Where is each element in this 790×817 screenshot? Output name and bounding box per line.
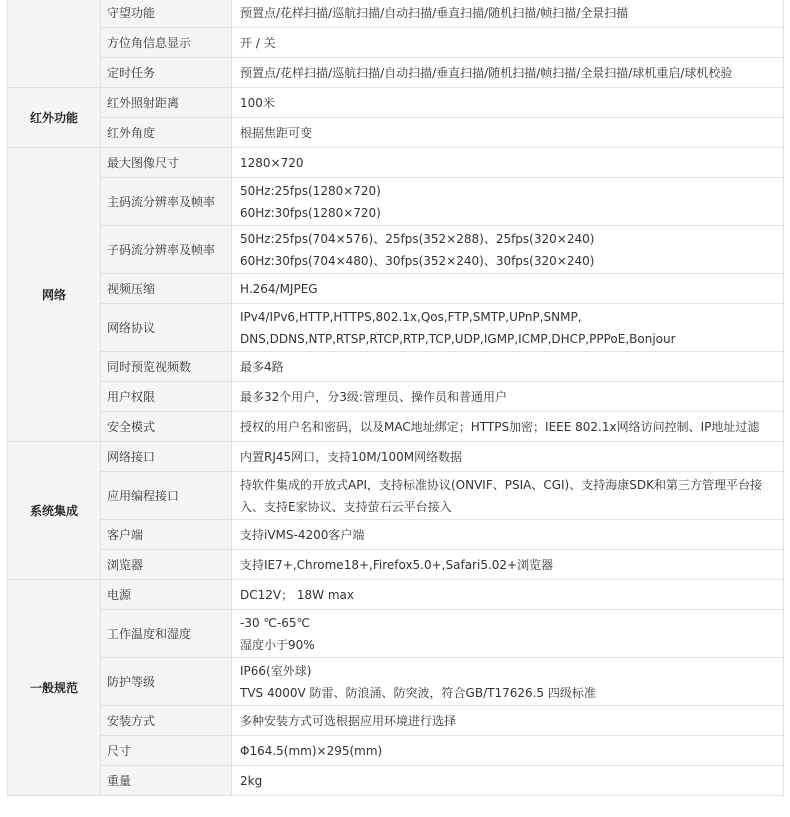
spec-value: [232, 580, 784, 610]
spec-label: 视频压缩: [101, 274, 232, 304]
spec-value-line: 开 / 关: [240, 35, 276, 50]
spec-value-line: 60Hz:30fps(1280×720): [240, 205, 381, 220]
spec-value-line: 100米: [240, 95, 275, 110]
spec-label: 同时预览视频数: [101, 352, 232, 382]
spec-value-line: 预置点/花样扫描/巡航扫描/自动扫描/垂直扫描/随机扫描/帧扫描/全景扫描/球机重启/球机校验: [240, 65, 733, 80]
spec-label: 子码流分辨率及帧率: [101, 226, 232, 274]
spec-label: 方位角信息显示: [101, 28, 232, 58]
spec-value-line: DC12V； 18W max: [240, 587, 355, 602]
spec-value-line: 根据焦距可变: [240, 125, 313, 140]
spec-value-line: 入、支持E家协议、支持萤石云平台接入: [240, 499, 452, 514]
spec-row: [8, 148, 784, 178]
spec-label: 浏览器: [101, 550, 232, 580]
spec-value-line: 湿度小于90%: [240, 637, 315, 652]
spec-value: [232, 382, 784, 412]
spec-value-line: 内置RJ45网口，支持10M/100M网络数据: [240, 449, 463, 464]
spec-label: 重量: [101, 766, 232, 796]
spec-label: 工作温度和湿度: [101, 610, 232, 658]
spec-value: [232, 520, 784, 550]
spec-value-line: 50Hz:25fps(704×576)、25fps(352×288)、25fps(320×240): [240, 231, 595, 246]
spec-row: [8, 178, 784, 226]
spec-label: 客户端: [101, 520, 232, 550]
spec-row: [8, 382, 784, 412]
spec-label: 应用编程接口: [101, 472, 232, 520]
spec-value: [232, 550, 784, 580]
spec-value: [232, 148, 784, 178]
spec-value: [232, 88, 784, 118]
spec-value-line: DNS,DDNS,NTP,RTSP,RTCP,RTP,TCP,UDP,IGMP,ICMP,DHCP,PPPoE,Bonjour: [240, 331, 676, 346]
spec-row: [8, 610, 784, 658]
spec-label: 守望功能: [101, 0, 232, 28]
spec-label: 网络接口: [101, 442, 232, 472]
spec-value-line: IPv4/IPv6,HTTP,HTTPS,802.1x,Qos,FTP,SMTP,UPnP,SNMP,: [240, 309, 582, 324]
spec-row: [8, 304, 784, 352]
category-surveillance: [8, 0, 101, 88]
spec-table-body: [8, 0, 784, 796]
spec-row: [8, 442, 784, 472]
spec-row: [8, 58, 784, 88]
spec-value: [232, 178, 784, 226]
spec-label: 安装方式: [101, 706, 232, 736]
spec-row: [8, 28, 784, 58]
spec-row: [8, 352, 784, 382]
spec-label: 主码流分辨率及帧率: [101, 178, 232, 226]
spec-value: [232, 706, 784, 736]
spec-label: 最大图像尺寸: [101, 148, 232, 178]
spec-value: [232, 352, 784, 382]
spec-value: [232, 658, 784, 706]
spec-value-line: H.264/MJPEG: [240, 281, 318, 296]
spec-value: [232, 610, 784, 658]
spec-value: [232, 304, 784, 352]
spec-value: [232, 118, 784, 148]
spec-value-line: IP66(室外球): [240, 663, 312, 678]
category-network: 网络: [8, 148, 101, 442]
spec-row: [8, 274, 784, 304]
spec-row: [8, 0, 784, 28]
spec-value: [232, 0, 784, 28]
spec-row: [8, 766, 784, 796]
spec-value-line: 最多4路: [240, 359, 284, 374]
spec-value: [232, 226, 784, 274]
spec-label: 电源: [101, 580, 232, 610]
spec-label: 红外角度: [101, 118, 232, 148]
spec-row: [8, 226, 784, 274]
spec-value: [232, 766, 784, 796]
spec-value-line: 支持IE7+,Chrome18+,Firefox5.0+,Safari5.02+浏览器: [240, 557, 554, 572]
spec-value-line: 预置点/花样扫描/巡航扫描/自动扫描/垂直扫描/随机扫描/帧扫描/全景扫描: [240, 5, 629, 20]
spec-row: [8, 550, 784, 580]
spec-value: [232, 28, 784, 58]
spec-label: 红外照射距离: [101, 88, 232, 118]
spec-value-line: 50Hz:25fps(1280×720): [240, 183, 381, 198]
spec-label: 安全模式: [101, 412, 232, 442]
spec-value: [232, 736, 784, 766]
spec-row: [8, 118, 784, 148]
spec-row: [8, 472, 784, 520]
spec-value: [232, 274, 784, 304]
spec-value: [232, 442, 784, 472]
spec-table: [7, 0, 784, 796]
spec-row: [8, 88, 784, 118]
spec-label: 尺寸: [101, 736, 232, 766]
spec-row: [8, 736, 784, 766]
spec-value-line: 授权的用户名和密码，以及MAC地址绑定；HTTPS加密；IEEE 802.1x网络访问控制、IP地址过滤: [240, 419, 760, 434]
category-infrared: 红外功能: [8, 88, 101, 148]
spec-label: 防护等级: [101, 658, 232, 706]
spec-row: [8, 412, 784, 442]
spec-value-line: 最多32个用户，分3级:管理员、操作员和普通用户: [240, 389, 507, 404]
spec-value-line: 多种安装方式可选根据应用环境进行选择: [240, 713, 457, 728]
spec-value-line: -30 ℃-65℃: [240, 615, 310, 630]
spec-row: [8, 706, 784, 736]
spec-value: [232, 412, 784, 442]
spec-value-line: 支持iVMS-4200客户端: [240, 527, 365, 542]
spec-row: [8, 520, 784, 550]
spec-value: [232, 472, 784, 520]
spec-value: [232, 58, 784, 88]
spec-value-line: Φ164.5(mm)×295(mm): [240, 743, 383, 758]
category-general: 一般规范: [8, 580, 101, 796]
spec-value-line: 持软件集成的开放式API，支持标准协议(ONVIF、PSIA、CGI)、支持海康SDK和第三方管理平台接: [240, 477, 762, 492]
spec-row: [8, 580, 784, 610]
spec-value-line: TVS 4000V 防雷、防浪涌、防突波，符合GB/T17626.5 四级标准: [240, 685, 596, 700]
spec-label: 用户权限: [101, 382, 232, 412]
category-integration: 系统集成: [8, 442, 101, 580]
spec-label: 定时任务: [101, 58, 232, 88]
spec-row: [8, 658, 784, 706]
spec-value-line: 2kg: [240, 773, 263, 788]
spec-value-line: 1280×720: [240, 155, 304, 170]
spec-label: 网络协议: [101, 304, 232, 352]
spec-value-line: 60Hz:30fps(704×480)、30fps(352×240)、30fps(320×240): [240, 253, 595, 268]
